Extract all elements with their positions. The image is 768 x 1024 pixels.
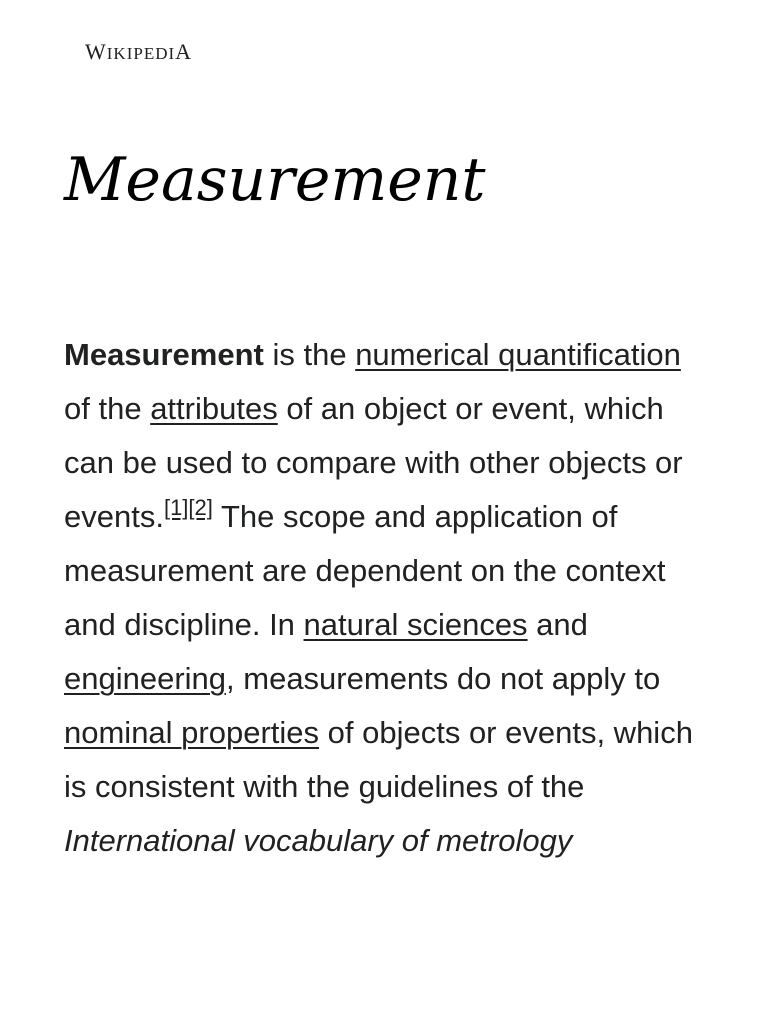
page-title: Measurement xyxy=(64,145,486,215)
reference-superscript xyxy=(164,495,213,520)
link-natural-sciences[interactable]: natural sciences xyxy=(303,607,528,642)
text-run: , measurements do not apply to xyxy=(226,661,661,696)
link-attributes[interactable]: attributes xyxy=(150,391,278,426)
link-nominal-properties[interactable]: nominal properties xyxy=(64,715,320,750)
wordmark-last-letter: A xyxy=(175,39,193,64)
text-run: and xyxy=(527,607,588,642)
text-run: of an object or event, which can be used to compare with other objects or events. xyxy=(64,391,683,534)
text-run: of objects or events, which is consistent with the guidelines of the xyxy=(64,715,693,804)
italic-term: International vocabulary of metrology xyxy=(64,823,573,858)
text-run: is the xyxy=(263,337,356,372)
wordmark-first-letter: W xyxy=(85,39,107,64)
wordmark-middle: IKIPEDI xyxy=(106,44,176,63)
citation-link-1[interactable]: [1] xyxy=(163,495,189,520)
text-run: of the xyxy=(64,391,151,426)
text-run: The scope and application of measurement are dependent on the context and discipline. In xyxy=(64,499,666,642)
citation-link-2[interactable]: [2] xyxy=(188,495,213,520)
wikipedia-wordmark-link[interactable] xyxy=(85,38,192,68)
article-lead-paragraph xyxy=(64,328,714,868)
link-engineering[interactable]: engineering xyxy=(64,661,227,696)
bold-term: Measurement xyxy=(64,337,264,372)
link-numerical-quantification[interactable]: numerical quantification xyxy=(355,337,681,372)
